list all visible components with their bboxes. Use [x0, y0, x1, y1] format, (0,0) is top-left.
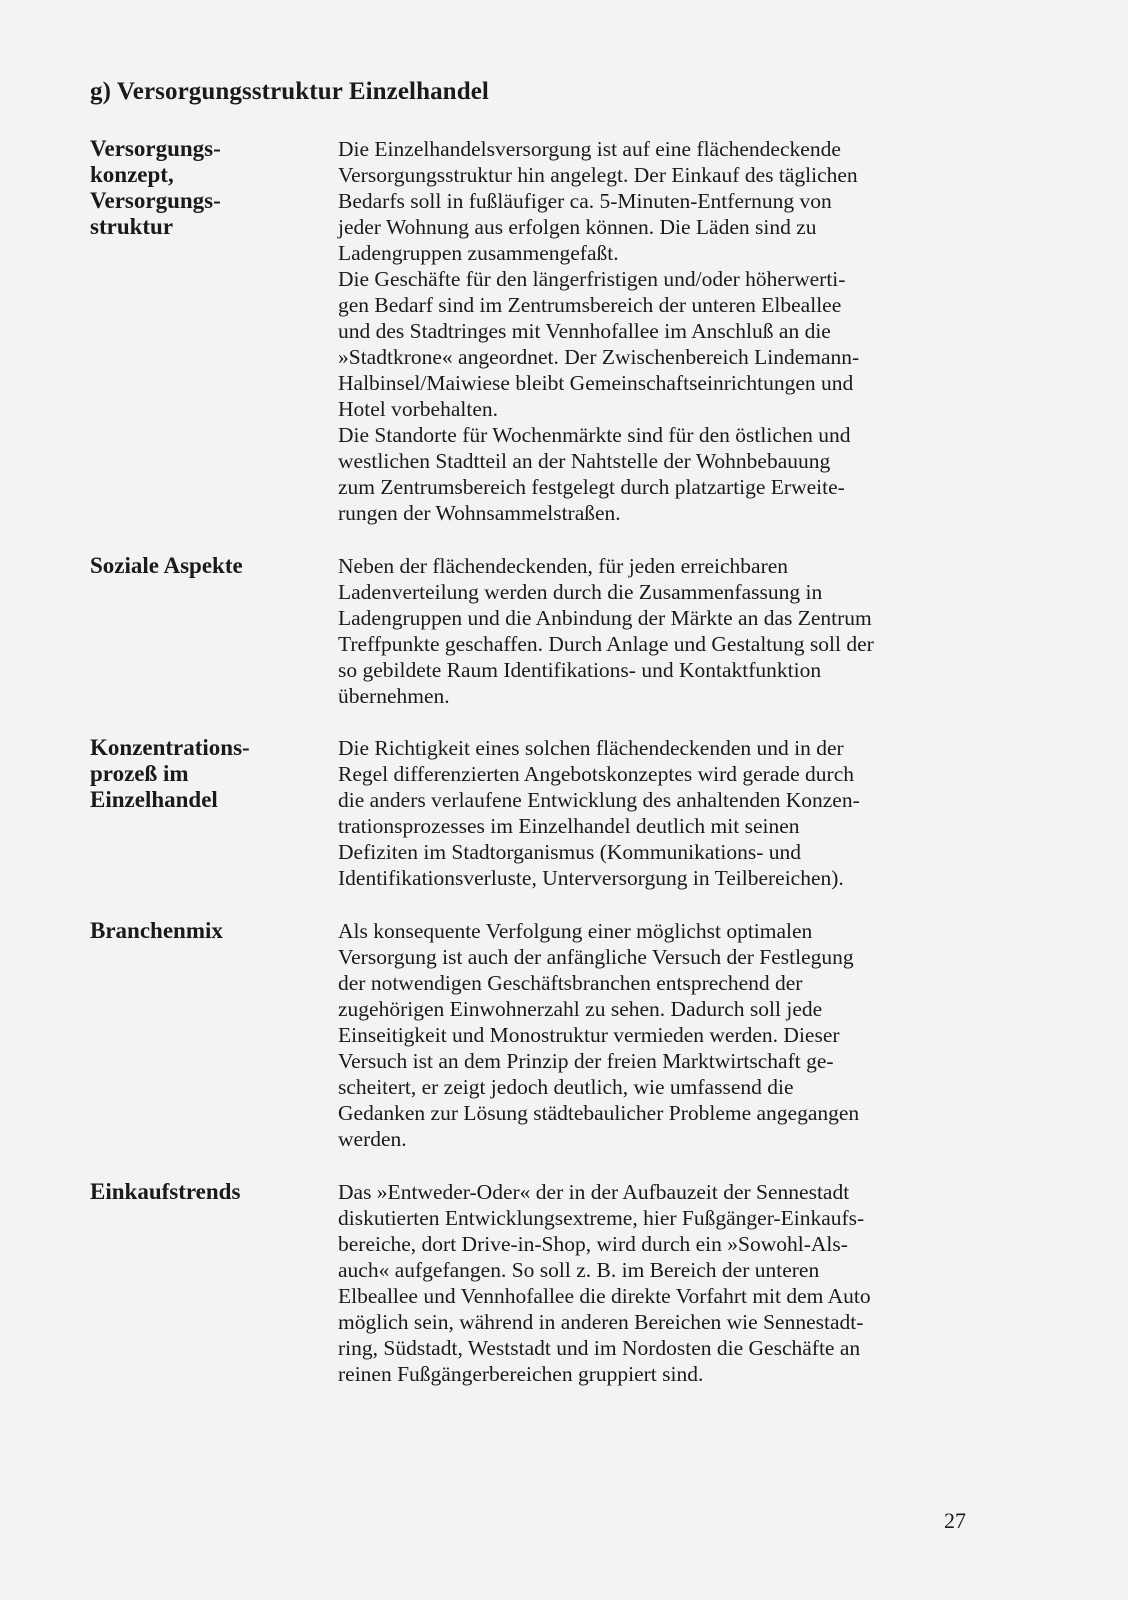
label-line: Einkaufstrends: [90, 1179, 241, 1204]
section-label: [90, 553, 320, 579]
label-line: Versorgungs-: [90, 136, 221, 161]
label-line: Versorgungs-: [90, 188, 221, 213]
body-line: Ladengruppen und die Anbindung der Märkte an das Zentrum: [338, 606, 872, 630]
body-line: so gebildete Raum Identifikations- und Kontaktfunktion: [338, 658, 822, 682]
body-line: Versuch ist an dem Prinzip der freien Marktwirtschaft ge-: [338, 1049, 834, 1073]
label-line: Einzelhandel: [90, 787, 218, 812]
body-line: trationsprozesses im Einzelhandel deutlich mit seinen: [338, 814, 800, 838]
body-line: Versorgungsstruktur hin angelegt. Der Einkauf des täglichen: [338, 163, 858, 187]
body-line: Ladenverteilung werden durch die Zusammenfassung in: [338, 580, 823, 604]
body-line: »Stadtkrone« angeordnet. Der Zwischenbereich Lindemann-: [338, 345, 860, 369]
body-line: bereiche, dort Drive-in-Shop, wird durch ein »Sowohl-Als-: [338, 1232, 848, 1256]
body-line: Halbinsel/Maiwiese bleibt Gemeinschaftseinrichtungen und: [338, 371, 854, 395]
section-body: [338, 136, 978, 526]
body-line: Hotel vorbehalten.: [338, 397, 499, 421]
body-line: diskutierten Entwicklungsextreme, hier Fußgänger-Einkaufs-: [338, 1206, 865, 1230]
body-line: Als konsequente Verfolgung einer möglichst optimalen: [338, 919, 813, 943]
section-label: [90, 735, 320, 813]
body-line: Defiziten im Stadtorganismus (Kommunikations- und: [338, 840, 801, 864]
label-line: Soziale Aspekte: [90, 553, 243, 578]
body-line: Die Geschäfte für den längerfristigen und/oder höherwerti-: [338, 267, 846, 291]
section-body: [338, 918, 978, 1152]
body-line: die anders verlaufene Entwicklung des anhaltenden Konzen-: [338, 788, 860, 812]
label-line: prozeß im: [90, 761, 189, 786]
body-line: rungen der Wohnsammelstraßen.: [338, 501, 621, 525]
body-line: der notwendigen Geschäftsbranchen entsprechend der: [338, 971, 803, 995]
body-line: Die Richtigkeit eines solchen flächendeckenden und in der: [338, 736, 844, 760]
body-line: Die Standorte für Wochenmärkte sind für den östlichen und: [338, 423, 851, 447]
body-line: Versorgung ist auch der anfängliche Versuch der Festlegung: [338, 945, 854, 969]
page-title: g) Versorgungsstruktur Einzelhandel: [90, 78, 489, 105]
body-line: Einseitigkeit und Monostruktur vermieden werden. Dieser: [338, 1023, 840, 1047]
page-number: 27: [944, 1508, 966, 1533]
body-line: werden.: [338, 1127, 407, 1151]
body-line: auch« aufgefangen. So soll z. B. im Bereich der unteren: [338, 1258, 820, 1282]
body-line: und des Stadtringes mit Vennhofallee im Anschluß an die: [338, 319, 831, 343]
body-line: möglich sein, während in anderen Bereichen wie Sennestadt-: [338, 1310, 864, 1334]
section-body: [338, 1179, 978, 1387]
label-line: struktur: [90, 214, 174, 239]
body-line: reinen Fußgängerbereichen gruppiert sind.: [338, 1362, 704, 1386]
section-body: [338, 553, 978, 709]
body-line: scheitert, er zeigt jedoch deutlich, wie umfassend die: [338, 1075, 794, 1099]
body-line: Bedarfs soll in fußläufiger ca. 5-Minuten-Entfernung von: [338, 189, 832, 213]
body-line: jeder Wohnung aus erfolgen können. Die Läden sind zu: [338, 215, 817, 239]
body-line: Das »Entweder-Oder« der in der Aufbauzeit der Sennestadt: [338, 1180, 850, 1204]
label-line: Konzentrations-: [90, 735, 250, 760]
body-line: Regel differenzierten Angebotskonzeptes wird gerade durch: [338, 762, 854, 786]
section-body: [338, 735, 978, 891]
body-line: Treffpunkte geschaffen. Durch Anlage und Gestaltung soll der: [338, 632, 874, 656]
body-line: Identifikationsverluste, Unterversorgung in Teilbereichen).: [338, 866, 844, 890]
body-line: Ladengruppen zusammengefaßt.: [338, 241, 619, 265]
body-line: Elbeallee und Vennhofallee die direkte Vorfahrt mit dem Auto: [338, 1284, 871, 1308]
body-line: Gedanken zur Lösung städtebaulicher Probleme angegangen: [338, 1101, 860, 1125]
body-line: zum Zentrumsbereich festgelegt durch platzartige Erweite-: [338, 475, 845, 499]
body-line: ring, Südstadt, Weststadt und im Nordosten die Geschäfte an: [338, 1336, 861, 1360]
body-line: gen Bedarf sind im Zentrumsbereich der unteren Elbeallee: [338, 293, 842, 317]
body-line: westlichen Stadtteil an der Nahtstelle der Wohnbebauung: [338, 449, 831, 473]
section-label: [90, 136, 320, 240]
body-line: übernehmen.: [338, 684, 450, 708]
body-line: zugehörigen Einwohnerzahl zu sehen. Dadurch soll jede: [338, 997, 823, 1021]
label-line: Branchenmix: [90, 918, 223, 943]
body-line: Die Einzelhandelsversorgung ist auf eine flächendeckende: [338, 137, 841, 161]
section-label: [90, 918, 320, 944]
section-label: [90, 1179, 320, 1205]
label-line: konzept,: [90, 162, 174, 187]
body-line: Neben der flächendeckenden, für jeden erreichbaren: [338, 554, 789, 578]
